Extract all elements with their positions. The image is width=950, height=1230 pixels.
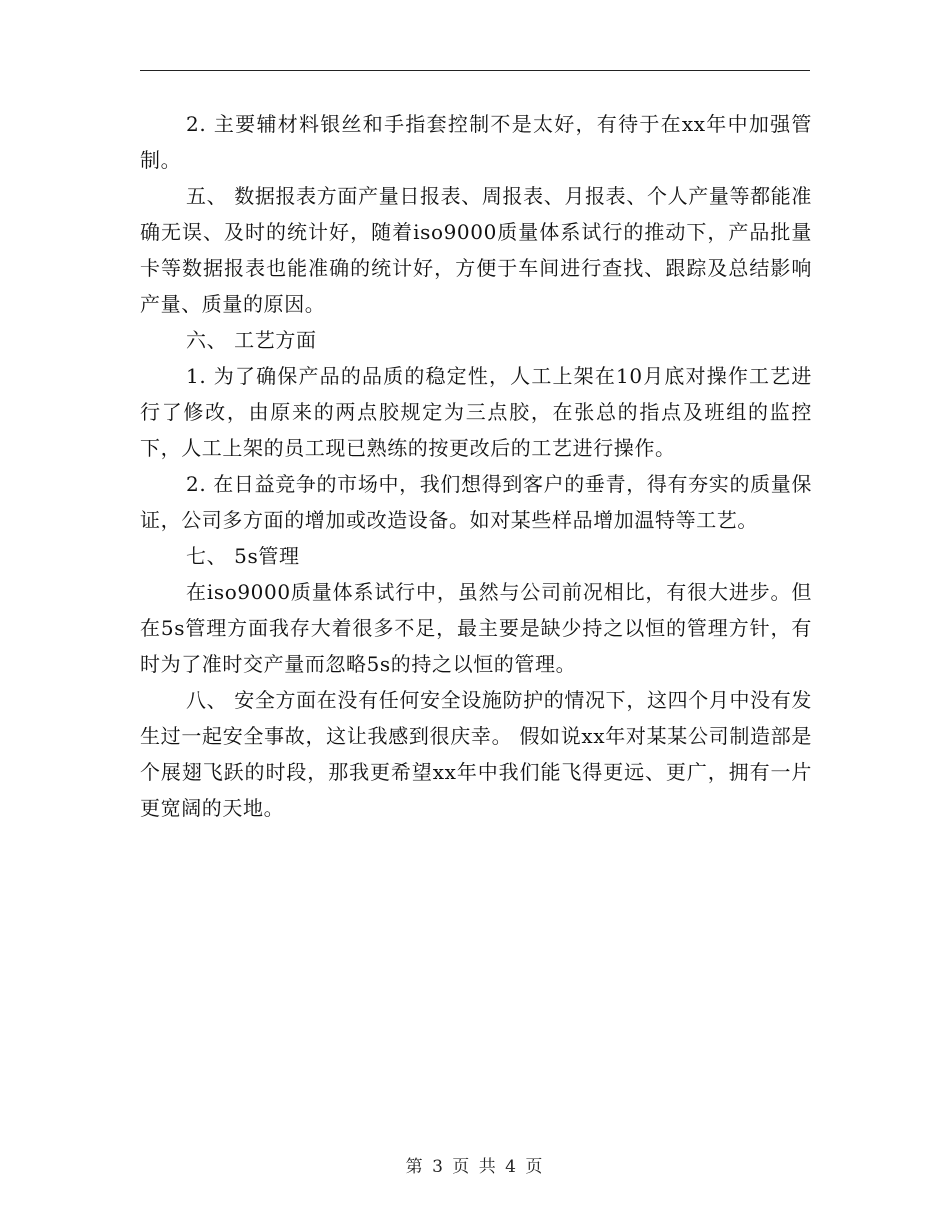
paragraph-auxiliary-materials: 2. 主要辅材料银丝和手指套控制不是太好，有待于在xx年中加强管制。 [140, 112, 812, 172]
section-heading-5s: 七、 5s管理 [186, 544, 300, 568]
paragraph-5s-management: 在iso9000质量体系试行中，虽然与公司前况相比，有很大进步。但在5s管理方面我存大着很多不足，最主要是缺少持之以恒的管理方针，有时为了准时交产量而忽略5s的持之以恒的管理。 [140, 580, 812, 676]
paragraph-process-item-2: 2. 在日益竞争的市场中，我们想得到客户的垂青，得有夯实的质量保证，公司多方面的增加或改造设备。如对某些样品增加温特等工艺。 [140, 472, 812, 532]
header-rule [140, 70, 810, 71]
paragraph-data-reports: 五、 数据报表方面产量日报表、周报表、月报表、个人产量等都能准确无误、及时的统计好，随着iso9000质量体系试行的推动下，产品批量卡等数据报表也能准确的统计好，方便于车间进行查找、跟踪及总结影响产量、质量的原因。 [140, 184, 812, 316]
paragraph-process-item-1: 1. 为了确保产品的品质的稳定性，人工上架在10月底对操作工艺进行了修改，由原来的两点胶规定为三点胶，在张总的指点及班组的监控下，人工上架的员工现已熟练的按更改后的工艺进行操作。 [140, 364, 812, 460]
paragraph-safety: 八、 安全方面在没有任何安全设施防护的情况下，这四个月中没有发生过一起安全事故，这让我感到很庆幸。 假如说xx年对某某公司制造部是个展翅飞跃的时段，那我更希望xx年中我们能飞得更远、更广，拥有一片更宽阔的天地。 [140, 688, 812, 820]
document-body [140, 106, 812, 826]
section-heading-process: 六、 工艺方面 [186, 328, 317, 352]
page-number-footer: 第 3 页 共 4 页 [405, 1157, 545, 1177]
